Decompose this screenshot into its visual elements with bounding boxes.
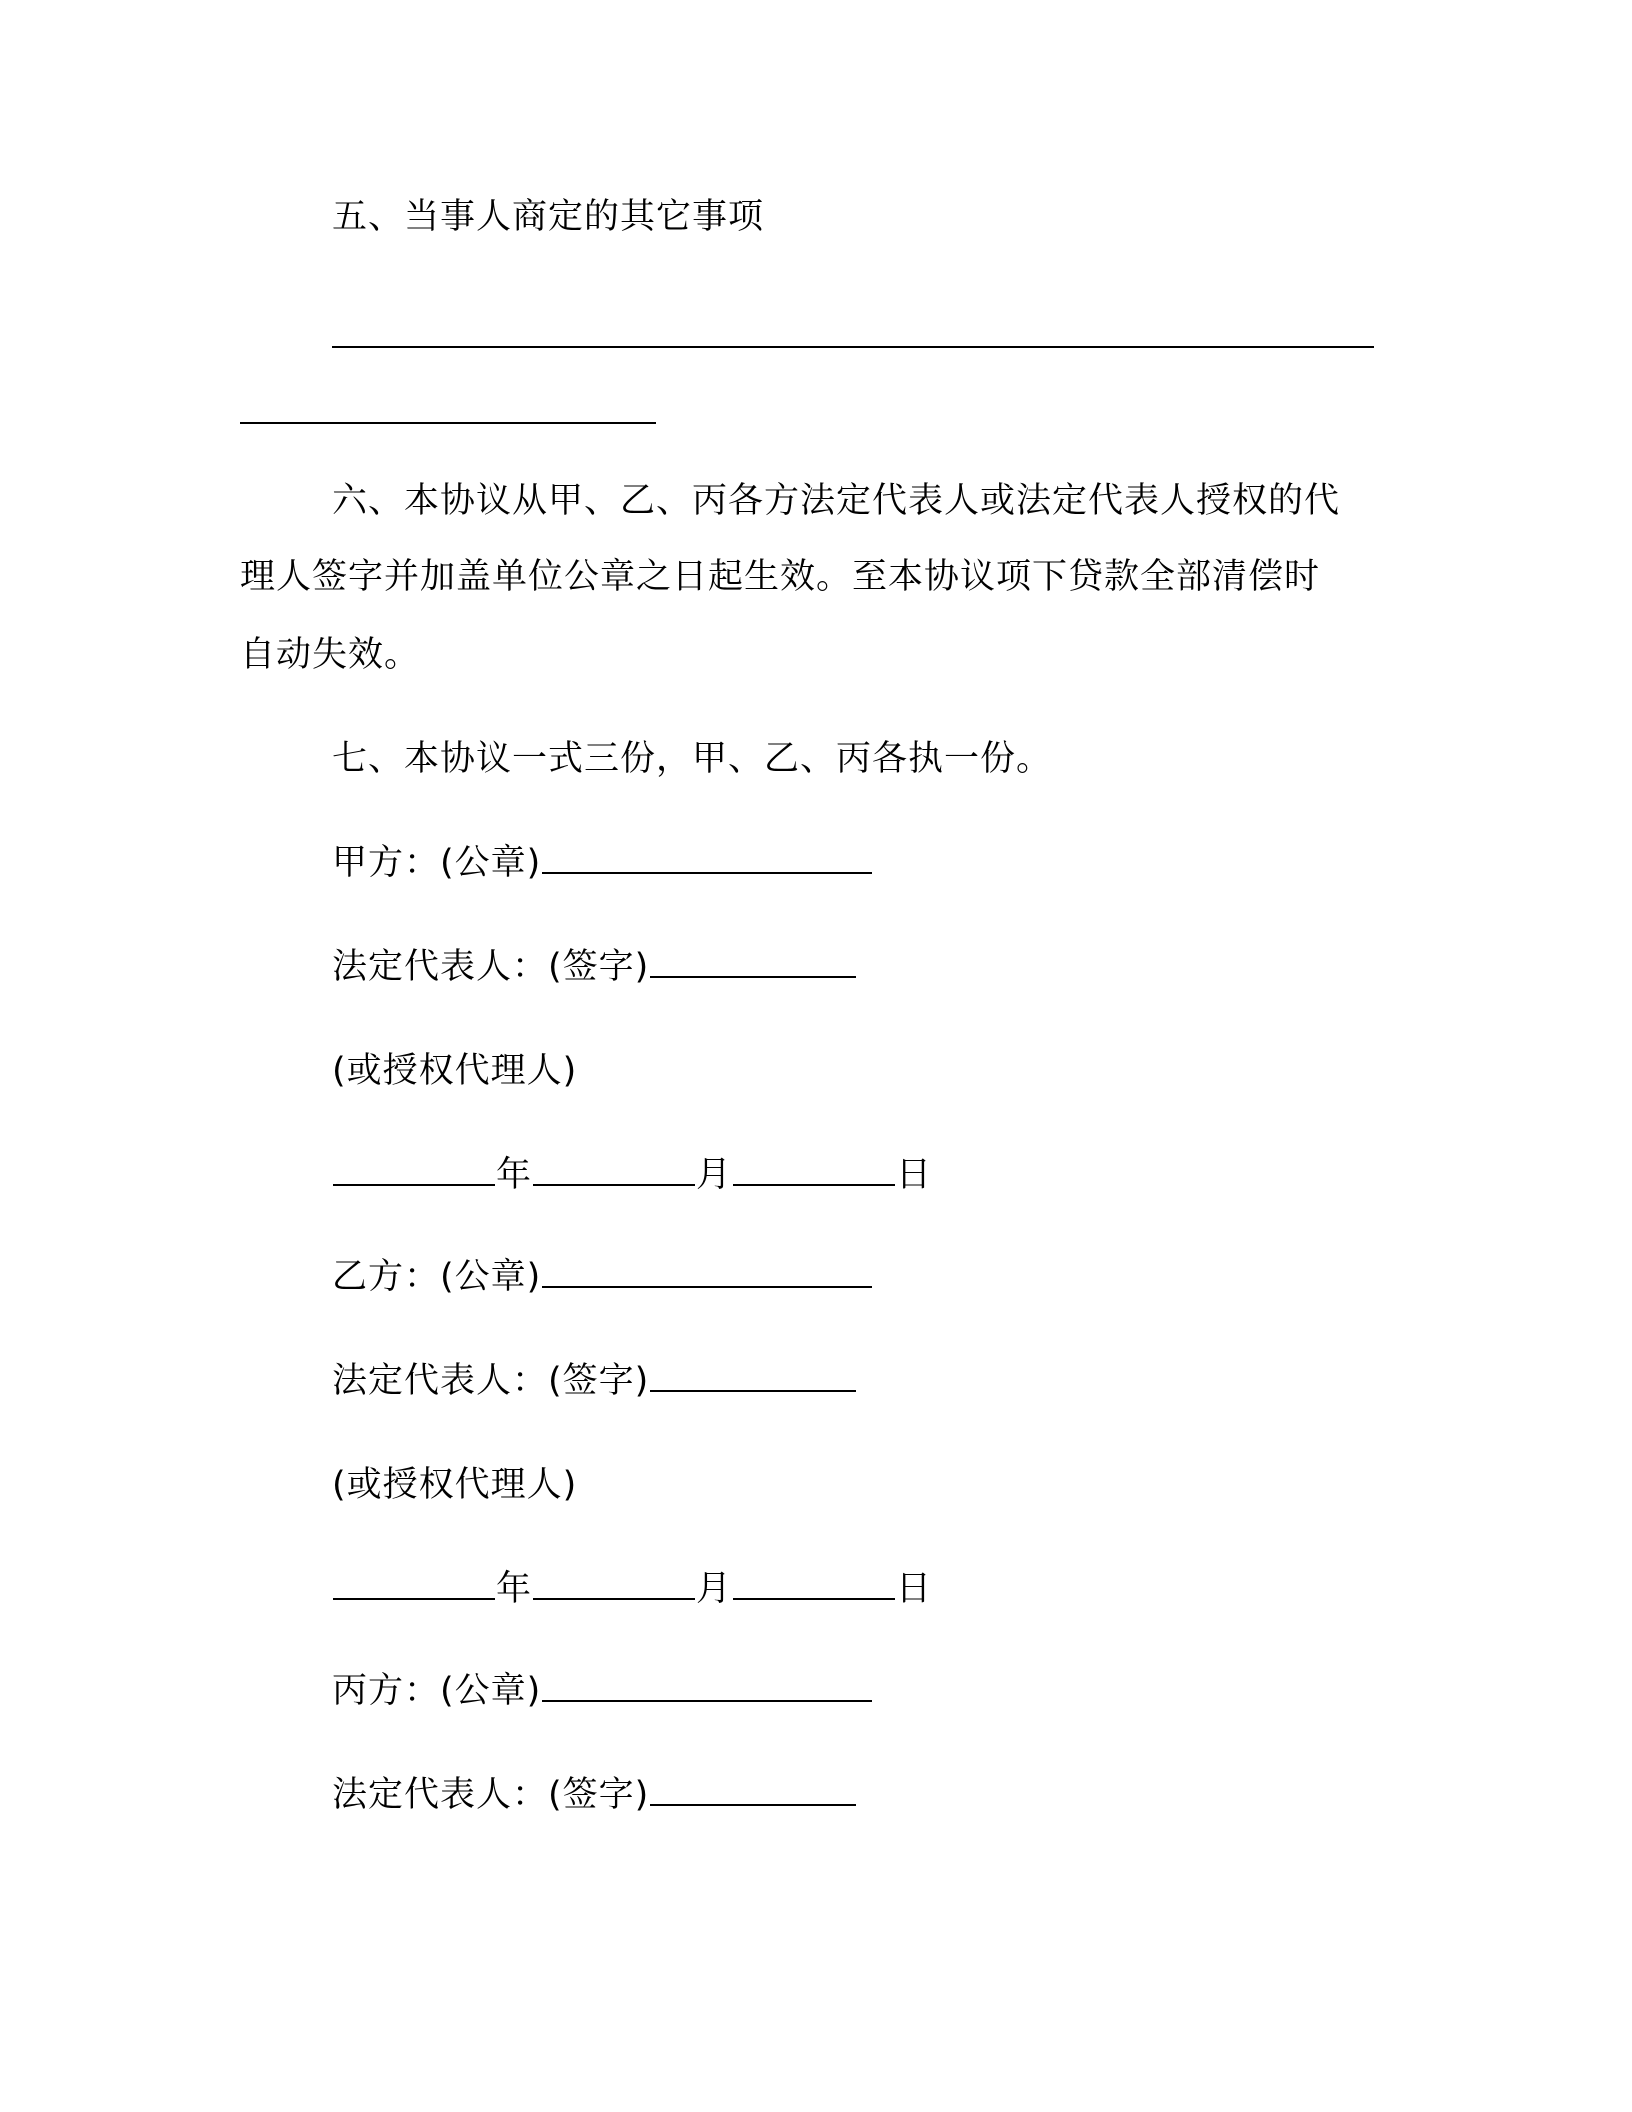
party-b-rep-blank (650, 1360, 856, 1392)
party-a-day-label: 日 (896, 1155, 933, 1195)
party-a-agent-label: (或授权代理人) (332, 1051, 578, 1091)
blank-line-1 (332, 346, 1374, 348)
party-b-year-label: 年 (496, 1569, 533, 1609)
party-b-day-label: 日 (896, 1569, 933, 1609)
party-b-seal-blank (542, 1256, 872, 1288)
party-b-agent-label: (或授权代理人) (332, 1465, 578, 1505)
party-b-month-blank (533, 1568, 695, 1600)
section-7-text: 七、本协议一式三份，甲、乙、丙各执一份。 (332, 739, 1053, 779)
party-b-year-blank (333, 1568, 495, 1600)
party-a-day-blank (733, 1154, 895, 1186)
party-b-rep-row (332, 1360, 857, 1402)
party-c-seal-blank (542, 1670, 872, 1702)
party-c-rep-row (332, 1774, 857, 1816)
party-a-seal-label: 甲方：(公章) (332, 843, 542, 883)
party-c-seal-label: 丙方：(公章) (332, 1671, 542, 1711)
section-6-line-3: 自动失效。 (240, 635, 421, 675)
party-b-month-label: 月 (696, 1569, 733, 1609)
party-a-month-label: 月 (696, 1155, 733, 1195)
party-a-rep-row (332, 946, 857, 988)
party-a-seal-row (332, 842, 873, 884)
blank-line-2 (240, 422, 656, 424)
party-b-date-row (332, 1568, 932, 1610)
party-c-seal-row (332, 1670, 873, 1712)
section-6-line-1: 六、本协议从甲、乙、丙各方法定代表人或法定代表人授权的代 (332, 481, 1341, 521)
party-a-year-blank (333, 1154, 495, 1186)
party-b-seal-label: 乙方：(公章) (332, 1257, 542, 1297)
party-a-month-blank (533, 1154, 695, 1186)
section-6-line-2: 理人签字并加盖单位公章之日起生效。至本协议项下贷款全部清偿时 (240, 557, 1321, 597)
party-a-date-row (332, 1154, 932, 1196)
party-b-day-blank (733, 1568, 895, 1600)
party-c-rep-blank (650, 1774, 856, 1806)
party-a-year-label: 年 (496, 1155, 533, 1195)
section-5-heading: 五、当事人商定的其它事项 (332, 197, 765, 237)
party-b-rep-label: 法定代表人：(签字) (332, 1361, 650, 1401)
party-a-rep-blank (650, 946, 856, 978)
party-b-seal-row (332, 1256, 873, 1298)
party-a-seal-blank (542, 842, 872, 874)
party-a-rep-label: 法定代表人：(签字) (332, 947, 650, 987)
party-c-rep-label: 法定代表人：(签字) (332, 1775, 650, 1815)
